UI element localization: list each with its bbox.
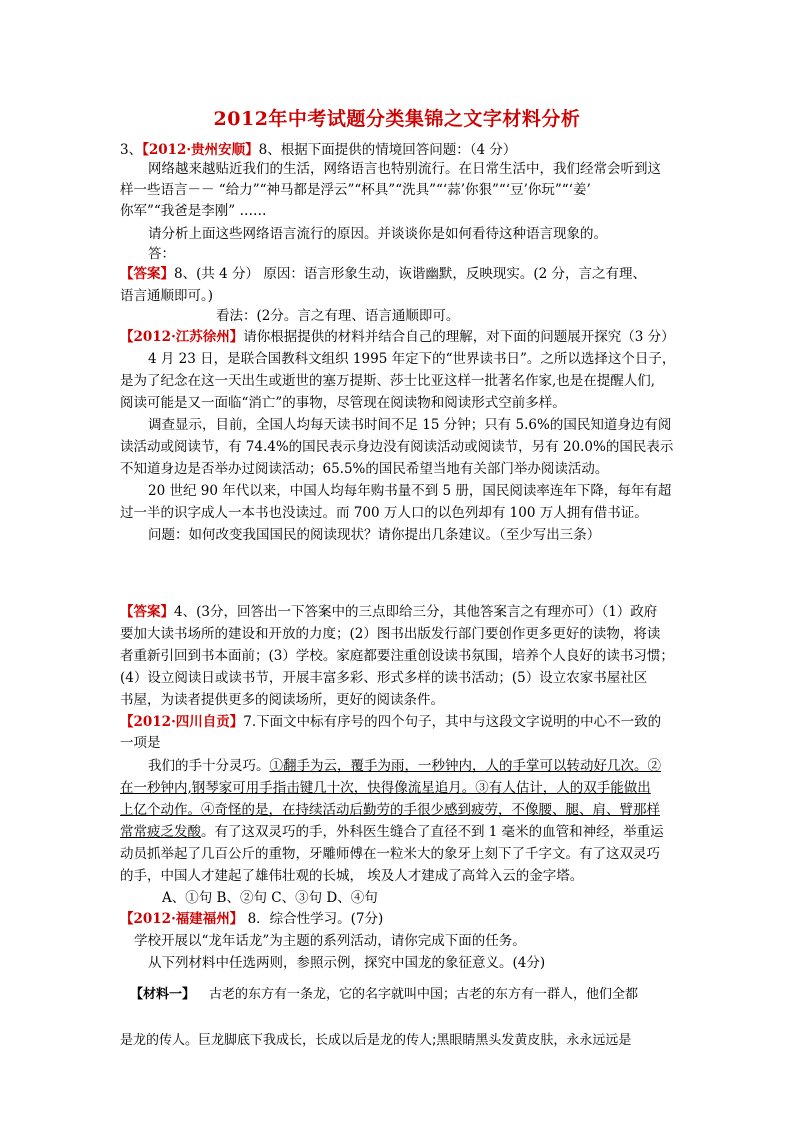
q3-stem-line — [120, 140, 516, 160]
q4-source: 【2012·江苏徐州】 — [120, 329, 244, 345]
q4-para2-line1: 调查显示，目前，全国人均每天读书时间不足 15 分钟；只有 5.6%的国民知道身边有阅 — [148, 417, 672, 433]
q7-text-line6: 的手，中国人才建起了雄伟壮观的长城， 埃及人才建成了高耸入云的金字塔。 — [120, 868, 584, 884]
q4-para1-line1: 4 月 23 日，是联合国教科文组织 1995 年定下的“世界读书日”。之所以选择这个日子， — [148, 351, 676, 367]
page-title: 2012年中考试题分类集锦之文字材料分析 — [213, 108, 581, 130]
a4-line2: 要加大读书场所的建设和开放的力度；(2）图书出版发行部门要创作更多更好的读物，将读 — [120, 626, 661, 642]
a3-line2: 语言通顺即可。) — [120, 288, 214, 304]
q8-source: 【2012·福建福州】 — [120, 911, 244, 927]
q3-answer-blank: 答： — [148, 246, 175, 262]
q3-source: 【2012·贵州安顺】 — [142, 142, 259, 158]
q7-stem1: 7.下面文中标有序号的四个句子，其中与这段文字说明的中心不一致的 — [243, 714, 662, 730]
q7-text-line1 — [148, 756, 661, 776]
q7-text1a: 我们的手十分灵巧。 — [148, 758, 270, 774]
q4-para2-line2: 读活动或阅读节，有 74.4%的国民表示身边没有阅读活动或阅读节，另有 20.0%的国民表示 — [120, 439, 674, 455]
a4-line3: 者重新引回到书本面前；(3）学校。家庭都要注重创设读书氛围，培养个人良好的读书习惯； — [120, 648, 674, 664]
q3-para1-line2: 样一些语言－－ “给力”“神马都是浮云”“杯具”“洗具”“‘蒜’你狠”“‘豆’你玩”“‘姜’ — [120, 182, 591, 198]
material1-label: 【材料一】 — [130, 987, 196, 1002]
q8-line2: 从下列材料中任选两则，参照示例，探究中国龙的象征意义。(4分) — [148, 955, 546, 971]
q7-source: 【2012·四川自贡】 — [120, 714, 244, 730]
q4-question: 问题：如何改变我国国民的阅读现状？请你提出几条建议。（至少写出三条） — [148, 527, 601, 543]
q3-para1-line1: 网络越来越贴近我们的生活，网络语言也特别流行。在日常生活中，我们经常会听到这 — [148, 161, 661, 177]
q7-stem-line2: 一项是 — [120, 735, 161, 751]
q4-para3-line2: 过一半的识字成人一本书也没读过。而 700 万人口的以色列却有 100 万人拥有借书证。 — [120, 505, 648, 521]
q7-sentence-4-end: 常常疲乏发酸 — [120, 824, 201, 840]
a4-tag: 【答案】 — [120, 604, 174, 620]
q7-stem-line1 — [120, 712, 661, 732]
q3-para1-line3: 你军”“我爸是李刚” …… — [120, 203, 267, 219]
a4-line4: (4）设立阅读日或读书节，开展丰富多彩、形式多样的读书活动；(5）设立农家书屋社区 — [120, 670, 648, 686]
a4-line5: 书屋，为读者提供更多的阅读场所，更好的阅读条件。 — [120, 692, 444, 708]
a3-tag: 【答案】 — [120, 266, 174, 282]
a4-line1 — [120, 602, 657, 622]
q4-stem: 请你根据提供的材料并结合自己的理解，对下面的问题展开探究（3 分） — [243, 329, 675, 345]
q8-line1: 学校开展以“龙年话龙”为主题的系列活动，请你完成下面的任务。 — [134, 933, 526, 949]
q4-stem-line — [120, 327, 675, 347]
q7-options: A、①句 B、②句 C、③句 D、④句 — [162, 890, 378, 906]
material1-text1: 古老的东方有一条龙，它的名字就叫中国；古老的东方有一群人，他们全都 — [209, 987, 639, 1002]
q7-sentence-1: ①翻手为云，覆手为雨，一秒钟内，人的手掌可以转动好几次。② — [269, 758, 661, 774]
q8-stem-line — [120, 909, 383, 929]
a3-line3: 看法：(2分。言之有理、语言通顺即可。 — [216, 308, 460, 324]
q4-para2-line3: 不知道身边是否举办过阅读活动；65.5%的国民希望当地有关部门举办阅读活动。 — [120, 461, 609, 477]
q4-para1-line3: 阅读可能是又一面临“消亡”的事物，尽管现在阅读物和阅读形式空前多样。 — [120, 395, 566, 411]
material1-line1 — [130, 985, 638, 1005]
q7-text-line4 — [120, 822, 664, 842]
a3-line1 — [120, 264, 646, 284]
q4-para3-line1: 20 世纪 90 年代以来，中国人均每年购书量不到 5 册，国民阅读率连年下降，每年有超 — [148, 483, 672, 499]
a4-text1: 4、(3分，回答出一下答案中的三点即给三分，其他答案言之有理亦可）（1）政府 — [174, 604, 658, 620]
q3-stem: 8、根据下面提供的情境回答问题：（4 分） — [258, 142, 517, 158]
material1-line2: 是龙的传人。巨龙脚底下我成长，长成以后是龙的传人;黑眼睛黑头发黄皮肤，永永远远是 — [120, 1033, 632, 1048]
q3-number: 3、 — [120, 142, 143, 158]
q7-text-line5: 动员抓举起了几百公斤的重物，牙雕师傅在一粒米大的象牙上刻下了千字文。有了这双灵巧 — [120, 846, 660, 862]
q7-text4b: 。有了这双灵巧的手，外科医生缝合了直径不到 1 毫米的血管和神经，举重运 — [201, 824, 664, 840]
q7-text-line2: 在一秒钟内,钢琴家可用手指击键几十次，快得像流星追月。③有人估计，人的双手能做出 — [120, 780, 651, 796]
q8-stem: 8．综合性学习。(7分) — [243, 911, 384, 927]
q3-para2: 请分析上面这些网络语言流行的原因。并谈谈你是如何看待这种语言现象的。 — [148, 226, 607, 242]
q4-para1-line2: 是为了纪念在这一天出生或逝世的塞万提斯、莎士比亚这样一批著名作家,也是在提醒人们, — [120, 373, 656, 389]
q7-text-line3: 上亿个动作。④奇怪的是，在持续活动后勤劳的手很少感到疲劳，不像腰、腿、肩、臂那样 — [120, 802, 660, 818]
a3-text1: 8、(共 4 分） 原因：语言形象生动，诙谐幽默，反映现实。(2 分，言之有理、 — [174, 266, 646, 282]
